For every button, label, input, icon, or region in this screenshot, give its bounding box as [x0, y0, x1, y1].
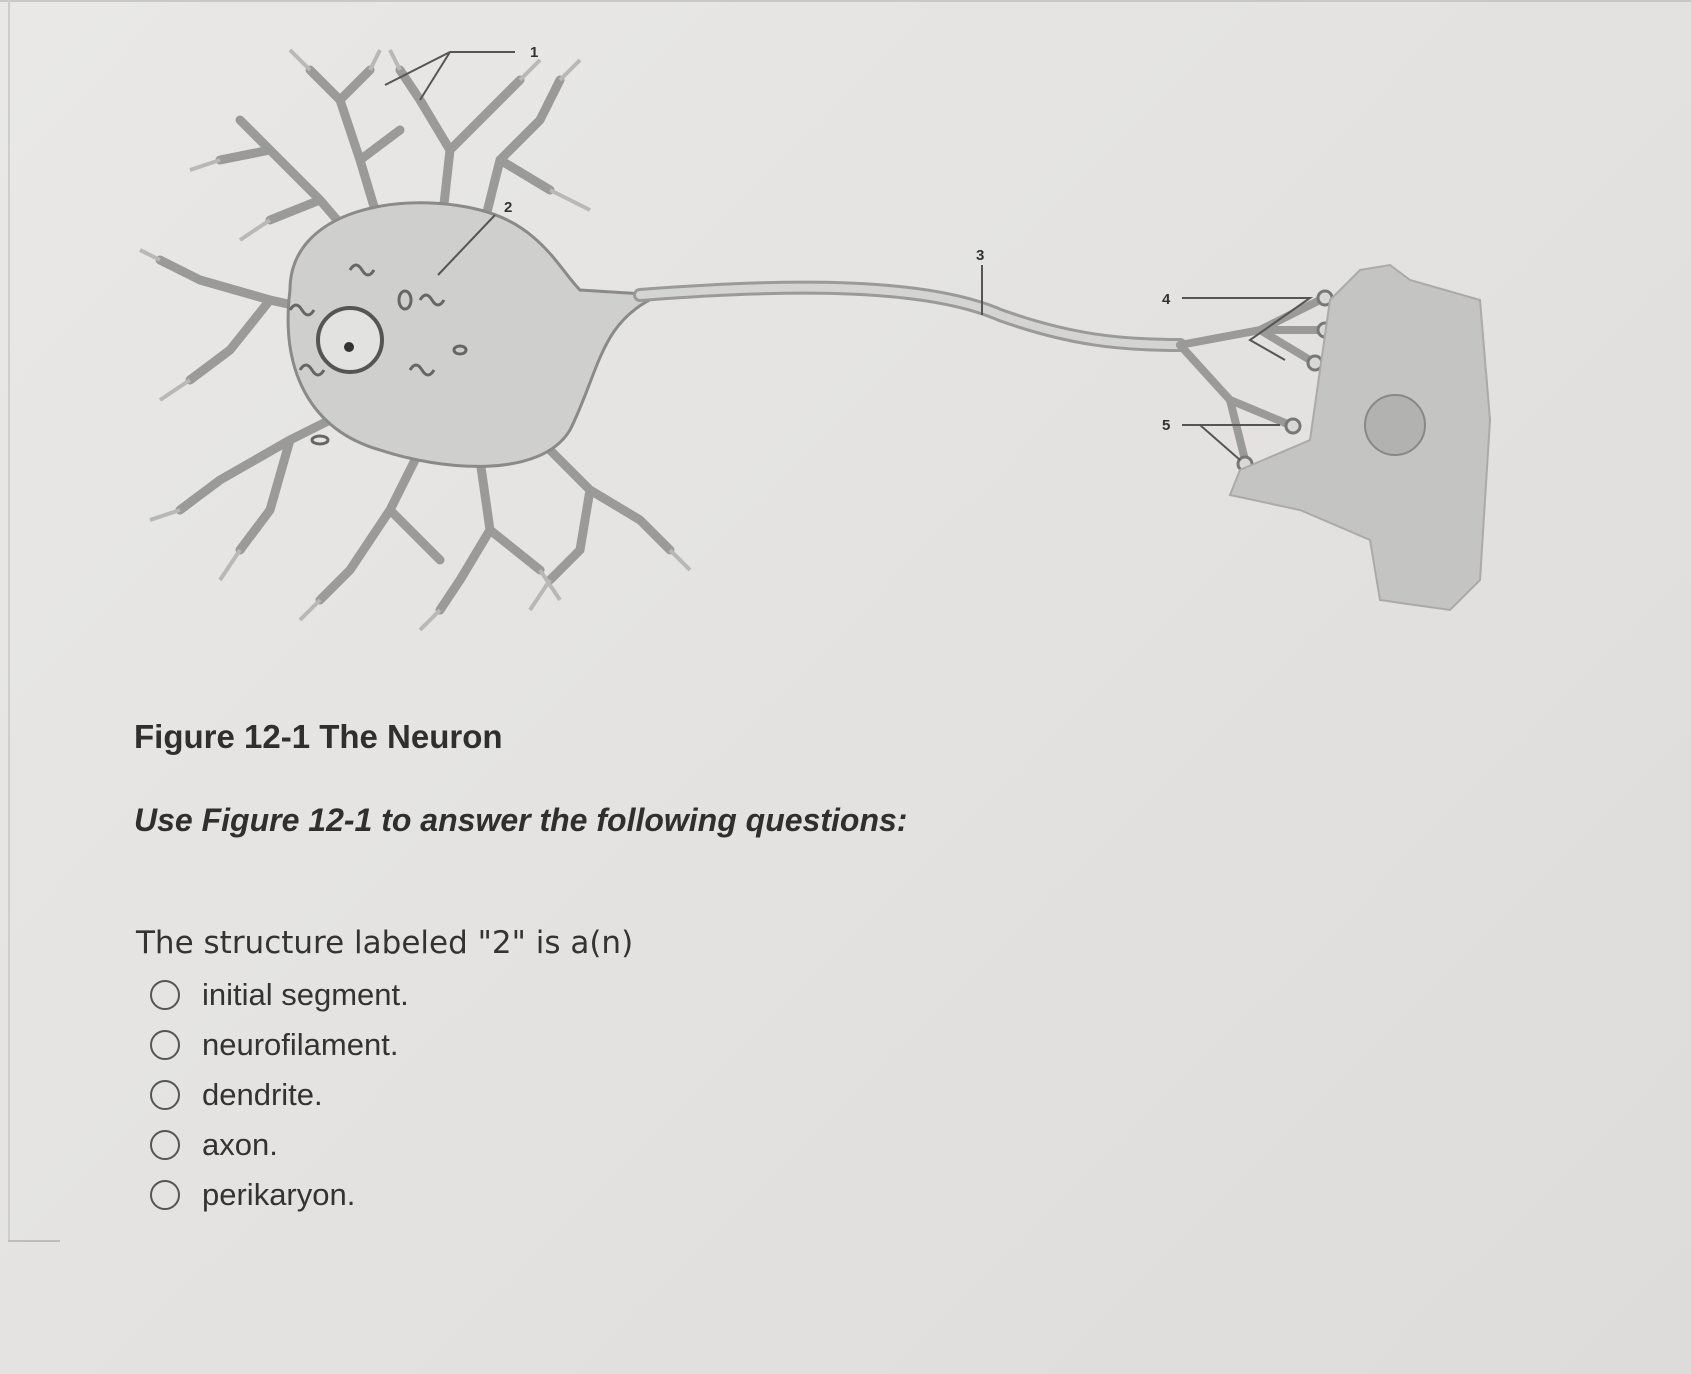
- callout-2: 2: [504, 199, 513, 216]
- target-nucleus: [1365, 395, 1425, 455]
- option-neurofilament[interactable]: [150, 1020, 409, 1070]
- radio-button[interactable]: [150, 1030, 180, 1060]
- option-initial-segment[interactable]: [150, 970, 409, 1020]
- radio-button[interactable]: [150, 980, 180, 1010]
- option-axon[interactable]: [150, 1120, 409, 1170]
- figure-caption: Figure 12-1 The Neuron: [134, 718, 503, 755]
- callout-3: 3: [976, 247, 985, 264]
- question-prompt: The structure labeled "2" is a(n): [136, 925, 634, 961]
- callout-4: 4: [1162, 291, 1171, 308]
- option-label: perikaryon.: [202, 1177, 356, 1212]
- option-label: neurofilament.: [202, 1027, 399, 1062]
- neuron-diagram: [120, 40, 1620, 670]
- nucleus: [318, 308, 382, 372]
- option-perikaryon[interactable]: [150, 1170, 409, 1220]
- radio-button[interactable]: [150, 1080, 180, 1110]
- radio-button[interactable]: [150, 1130, 180, 1160]
- target-cell: [1230, 265, 1490, 610]
- instructions: Use Figure 12-1 to answer the following questions:: [134, 802, 908, 838]
- option-label: initial segment.: [202, 977, 409, 1012]
- telodendria: [1180, 300, 1320, 460]
- left-border: [8, 0, 10, 1240]
- callout-1: 1: [530, 44, 539, 61]
- callout-5: 5: [1162, 417, 1171, 434]
- radio-button[interactable]: [150, 1180, 180, 1210]
- nucleolus: [344, 342, 354, 352]
- neuron-figure: [120, 40, 1620, 670]
- callout-labels: [504, 44, 1171, 434]
- option-label: axon.: [202, 1127, 278, 1162]
- bottom-border: [8, 1240, 60, 1242]
- option-label: dendrite.: [202, 1077, 323, 1112]
- option-dendrite[interactable]: [150, 1070, 409, 1120]
- top-border: [0, 0, 1691, 2]
- answer-options: [150, 970, 409, 1220]
